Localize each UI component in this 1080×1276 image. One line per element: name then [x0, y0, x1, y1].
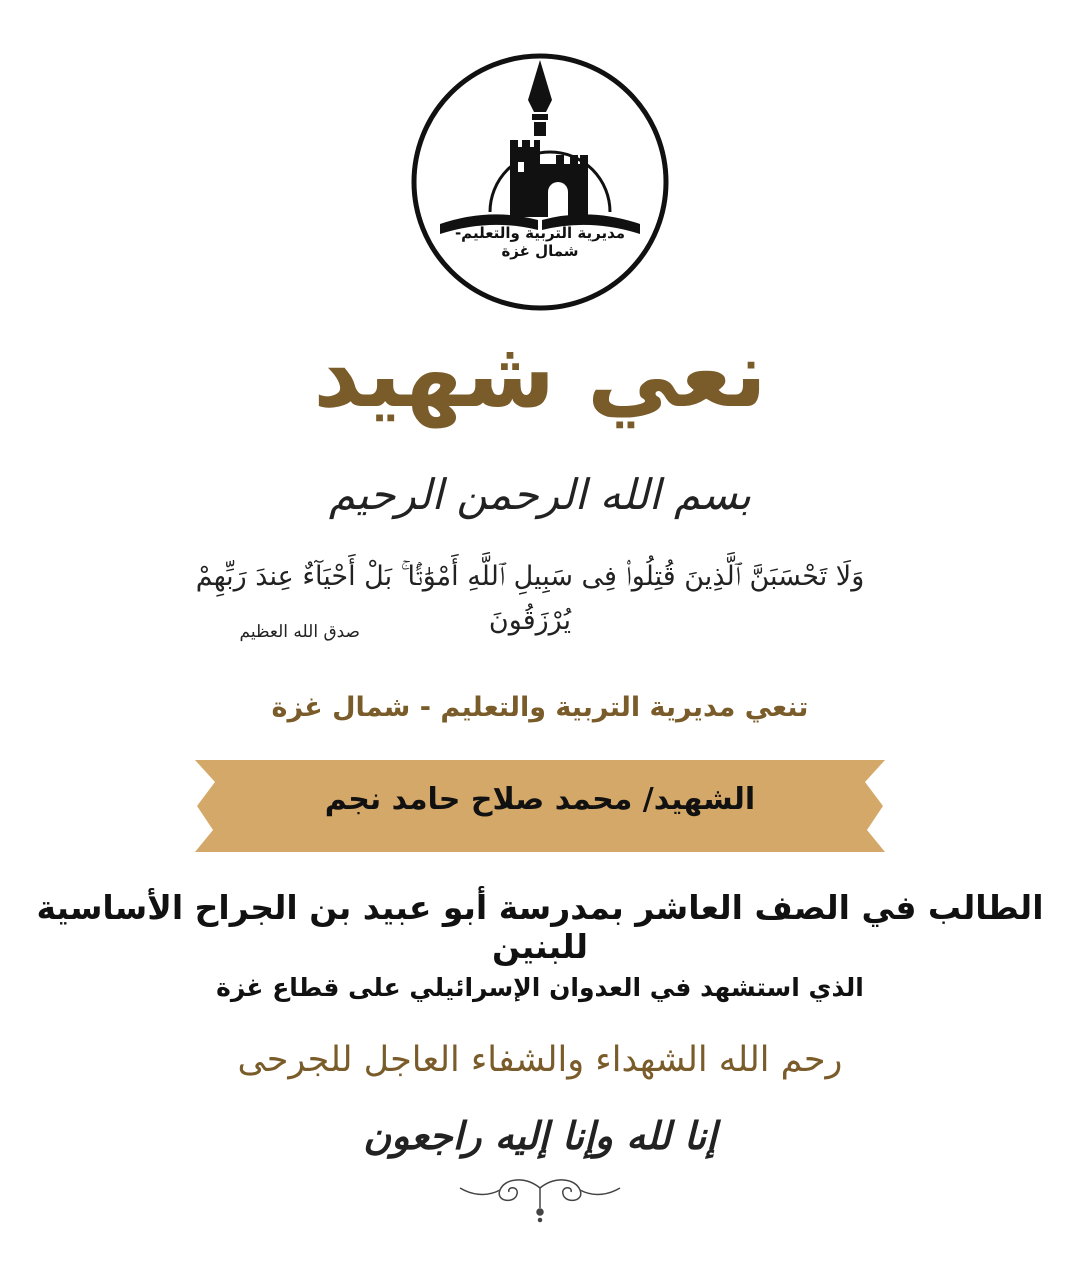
inna-lillah-calligraphy: إنا لله وإنا إليه راجعون: [363, 1113, 717, 1158]
martyr-name: الشهيد/ محمد صلاح حامد نجم: [324, 782, 756, 817]
page-title: نعي شهيد: [313, 321, 767, 428]
mercy-prayer: رحم الله الشهداء والشفاء العاجل للجرحى: [237, 1040, 843, 1080]
verse-closing: صدق الله العظيم: [239, 622, 360, 642]
basmala-calligraphy: بسم الله الرحمن الرحيم: [328, 470, 752, 519]
student-description: الطالب في الصف العاشر بمدرسة أبو عبيد بن الجراح الأساسية للبنين: [36, 888, 1044, 966]
martyrdom-line: الذي استشهد في العدوان الإسرائيلي على قطاع غزة: [216, 973, 864, 1002]
mourning-directorate: تنعي مديرية التربية والتعليم - شمال غزة: [271, 692, 809, 723]
quran-verse: وَلَا تَحْسَبَنَّ ٱلَّذِينَ قُتِلُوا۟ فِى سَبِيلِ ٱللَّهِ أَمْوَٰتًۢا ۚ بَلْ أَحْيَآءٌ عِندَ رَبِّهِمْ يُرْزَقُونَ: [195, 561, 865, 636]
directorate-logo: [410, 52, 670, 312]
logo-caption: مديرية التربية والتعليم- شمال غزة: [454, 224, 626, 260]
ornament-divider: [455, 1168, 625, 1228]
